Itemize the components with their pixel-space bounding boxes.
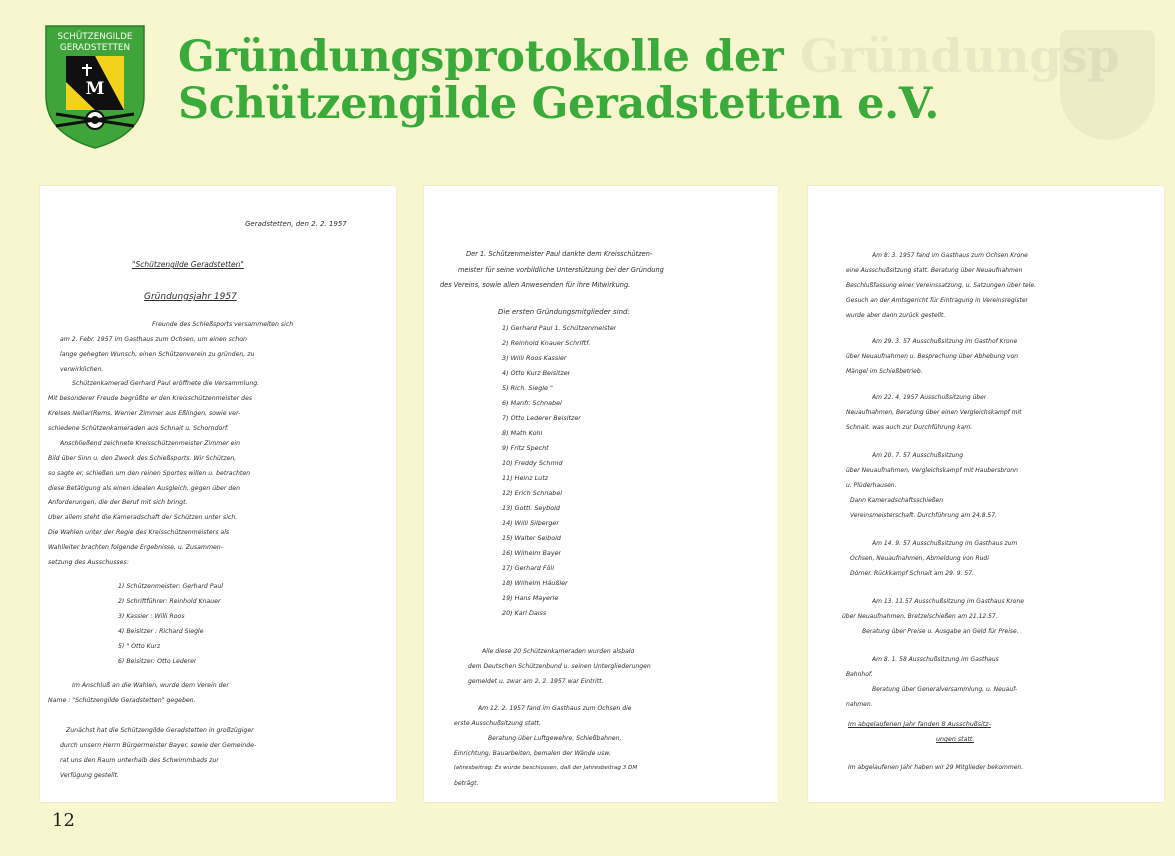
handwritten-line: Bild über Sinn u. den Zweck des Schießsports. Wir Schützen,: [48, 455, 237, 462]
handwritten-line: Am 13. 11.57 Ausschußsitzung im Gasthaus Krone: [872, 598, 1024, 605]
handwritten-line: Der 1. Schützenmeister Paul dankte dem Kreisschützen-: [466, 250, 653, 258]
handwritten-line: Anschließend zeichnete Kreisschützenmeister Zimmer ein: [60, 440, 241, 447]
protocol-page-2: [424, 186, 778, 802]
handwritten-line: 3) Willi Roos Kassier: [502, 354, 567, 362]
handwritten-line: erste Ausschußsitzung statt.: [454, 720, 541, 727]
handwritten-line: Freunde des Schießsports versammelten sich: [152, 321, 294, 328]
handwritten-line: Im abgelaufenen Jahr fanden 8 Ausschußsitz-: [848, 721, 991, 728]
handwritten-line: Anforderungen, die der Beruf mit sich bringt.: [48, 499, 188, 506]
handwritten-line: setzung des Ausschusses:: [48, 559, 129, 566]
handwritten-line: Schützenkamerad Gerhard Paul eröffnete die Versammlung.: [72, 380, 260, 387]
handwritten-line: 10) Freddy Schmid: [502, 459, 563, 467]
handwritten-line: über Neuaufnahmen u. Besprechung über Abhebung von: [846, 353, 1018, 360]
handwritten-line: Beratung über Preise u. Ausgabe an Geld für Preise.: [862, 628, 1019, 635]
handwritten-line: Bahnhof.: [846, 671, 873, 678]
handwritten-line: dem Deutschen Schützenbund u. seinen Untergliederungen: [468, 663, 651, 670]
handwritten-line: nahmen.: [846, 701, 873, 708]
handwritten-line: Kreises Nellar(Rems, Werner Zimmer aus Eßlingen, sowie ver-: [48, 410, 241, 417]
handwritten-line: Alle diese 20 Schützenkameraden wurden alsbald: [482, 648, 635, 655]
handwritten-line: durch unsern Herrn Bürgermeister Bayer, sowie der Gemeinde-: [60, 742, 257, 749]
handwritten-line: Dörner. Rückkampf Schnait am 29. 9. 57.: [850, 570, 974, 577]
handwritten-line: Mängel im Schießbetrieb.: [846, 368, 923, 375]
club-logo: [42, 22, 148, 150]
handwritten-line: Beratung über Generalversammlung, u. Neuauf-: [872, 686, 1018, 693]
handwritten-line: 9) Fritz Specht: [502, 444, 549, 452]
logo-text-top: SCHÜTZENGILDE: [57, 32, 133, 42]
handwritten-line: 15) Walter Seibold: [502, 534, 561, 542]
handwritten-line: Wahlleiter brachten folgende Ergebnisse, u. Zusammen-: [48, 544, 223, 551]
handwritten-line: Gründungsjahr 1957: [144, 292, 237, 302]
handwritten-line: Ochsen, Neuaufnahmen, Abmeldung von Rudi: [850, 555, 989, 562]
handwritten-line: Gesuch an der Amtsgericht für Eintragung in Vereinsregister: [846, 297, 1028, 304]
svg-text:M: M: [85, 79, 105, 99]
handwritten-line: 5) Rich. Siegle ": [502, 384, 553, 392]
handwritten-line: des Vereins, sowie allen Anwesenden für ihre Mitwirkung.: [440, 281, 631, 289]
handwritten-line: Verfügung gestellt.: [60, 772, 120, 779]
handwritten-line: 4) Otto Kurz Beisitzer: [502, 369, 571, 377]
handwritten-line: Am 8. 3. 1957 fand im Gasthaus zum Ochsen Krone: [872, 252, 1028, 259]
handwritten-line: Zunächst hat die Schützengilde Geradstetten in großzügiger: [66, 727, 254, 734]
handwritten-line: 7) Otto Lederer Beisitzer: [502, 414, 581, 422]
handwritten-line: Im Anschluß an die Wahlen, wurde dem Verein der: [72, 682, 229, 689]
handwritten-line: Am 22. 4. 1957 Ausschußsitzung über: [872, 394, 987, 401]
handwritten-line: 8) Math Kohl: [502, 429, 543, 437]
ghost-watermark: Gründungsp: [800, 29, 1120, 83]
handwritten-line: 4) Beisitzer : Richard Siegle: [118, 628, 204, 635]
handwritten-line: Vereinsmeisterschaft. Durchführung am 24.8.57.: [850, 512, 997, 519]
handwritten-line: ungen statt.: [936, 736, 975, 743]
handwritten-line: 19) Hans Mayerle: [502, 594, 559, 602]
logo-text-bottom: GERADSTETTEN: [59, 43, 131, 53]
handwritten-line: 11) Heinz Lutz: [502, 474, 549, 482]
ghost-shield: [1060, 30, 1155, 140]
handwritten-line: Geradstetten, den 2. 2. 1957: [245, 220, 347, 228]
handwritten-line: Am 12. 2. 1957 fand im Gasthaus zum Ochsen die: [478, 705, 632, 712]
handwritten-line: Schnait. was auch zur Durchführung kam.: [846, 424, 973, 431]
handwritten-line: 18) Wilhelm Häußler: [502, 579, 568, 587]
handwritten-line: Über allem steht die Kameradschaft der Schützen unter sich.: [48, 514, 238, 521]
handwritten-line: Am 29. 3. 57 Ausschußsitzung im Gasthof Krone: [872, 338, 1018, 345]
handwritten-line: 1) Gerhard Paul 1. Schützenmeister: [502, 324, 617, 332]
handwritten-line: "Schützengilde Geradstetten": [132, 260, 244, 269]
handwritten-line: gemeldet u. zwar am 2. 2. 1957 war Eintritt.: [468, 678, 604, 685]
handwritten-line: u. Plüderhausen.: [846, 482, 897, 489]
handwritten-line: Mit besonderer Freude begrüßte er den Kreisschützenmeister des: [48, 395, 253, 402]
handwritten-line: 6) Beisitzer: Otto Lederer: [118, 658, 197, 665]
handwritten-line: 17) Gerhard Föll: [502, 564, 554, 572]
handwritten-line: Am 14. 9. 57 Ausschußsitzung im Gasthaus zum: [872, 540, 1018, 547]
handwritten-line: wurde aber dann zurück gestellt.: [846, 312, 946, 319]
handwritten-line: so sagte er, schießen um den reinen Sportes willen u. betrachten: [48, 470, 251, 477]
page-title: [178, 34, 939, 128]
page-number: 12: [52, 810, 75, 831]
handwritten-line: über Neuaufnahmen, Vergleichskampf mit Haubersbronn: [846, 467, 1018, 474]
handwritten-line: 2) Schriftführer: Reinhold Knauer: [118, 598, 221, 605]
handwritten-line: 20) Karl Daiss: [502, 609, 547, 617]
handwritten-line: am 2. Febr. 1957 im Gasthaus zum Ochsen, um einen schon: [60, 336, 247, 343]
protocol-page-1: [40, 186, 396, 802]
handwritten-line: schiedene Schützenkameraden aus Schnait u. Schorndorf.: [48, 425, 229, 432]
handwritten-line: Die ersten Gründungsmitglieder sind:: [498, 308, 630, 316]
handwritten-line: Jahresbeitrag: Es wurde beschlossen, daß der Jahresbeitrag 3 DM: [454, 765, 638, 771]
handwritten-line: Neuaufnahmen, Beratung über einen Vergleichskampf mit: [846, 409, 1022, 416]
handwritten-line: Dann Kameradschaftsschießen: [850, 497, 944, 504]
handwritten-line: Einrichtung, Bauarbeiten, bemalen der Wände usw.: [454, 750, 611, 757]
handwritten-line: Die Wahlen unter der Regie des Kreisschützenmeisters als: [48, 529, 230, 536]
handwritten-line: Am 20. 7. 57 Ausschußsitzung: [872, 452, 964, 459]
handwritten-line: 3) Kassier : Willi Roos: [118, 613, 185, 620]
handwritten-line: Beschlußfassung einer Vereinssatzung. u. Satzungen über tele.: [846, 282, 1037, 289]
handwritten-line: Beratung über Luftgewehre, Schießbahnen,: [488, 735, 622, 742]
handwritten-line: über Neuaufnahmen, Bretzelschießen am 21.12.57.: [842, 613, 998, 620]
handwritten-line: Am 8. 1. 58 Ausschußsitzung im Gasthaus: [872, 656, 999, 663]
handwritten-line: 16) Wilhelm Bayer: [502, 549, 562, 557]
handwritten-line: 5) " Otto Kurz: [118, 643, 161, 650]
handwritten-line: 14) Willi Silberger: [502, 519, 559, 527]
handwritten-line: 6) Manfr. Schnabel: [502, 399, 562, 407]
handwritten-line: 2) Reinhold Knauer Schriftf.: [502, 339, 591, 347]
handwritten-line: diese Betätigung als einen idealen Ausgleich, gegen über den: [48, 485, 241, 492]
title-line-1: Gründungsprotokolle der: [178, 32, 784, 82]
handwritten-line: eine Ausschußsitzung statt. Beratung über Neuaufnahmen: [846, 267, 1023, 274]
handwritten-line: beträgt.: [454, 780, 479, 787]
handwritten-line: verwirklichen.: [60, 366, 104, 373]
handwritten-line: Name : "Schützengilde Geradstetten" gegeben.: [48, 697, 196, 704]
protocol-page-3: [808, 186, 1164, 802]
handwritten-line: 12) Erich Schnabel: [502, 489, 563, 497]
handwritten-line: rat uns den Raum unterhalb des Schwimmbads zur: [60, 757, 219, 764]
handwritten-line: 13) Gottl. Seybold: [502, 504, 560, 512]
handwritten-line: 1) Schützenmeister: Gerhard Paul: [118, 583, 223, 590]
handwritten-line: meister für seine vorbildliche Unterstützung bei der Gründung: [458, 266, 664, 274]
handwritten-line: lange gehegten Wunsch, einen Schützenverein zu gründen, zu: [60, 351, 255, 358]
title-line-2: Schützengilde Geradstetten e.V.: [178, 79, 940, 129]
handwritten-line: Im abgelaufenen Jahr haben wir 29 Mitglieder bekommen.: [848, 764, 1024, 771]
